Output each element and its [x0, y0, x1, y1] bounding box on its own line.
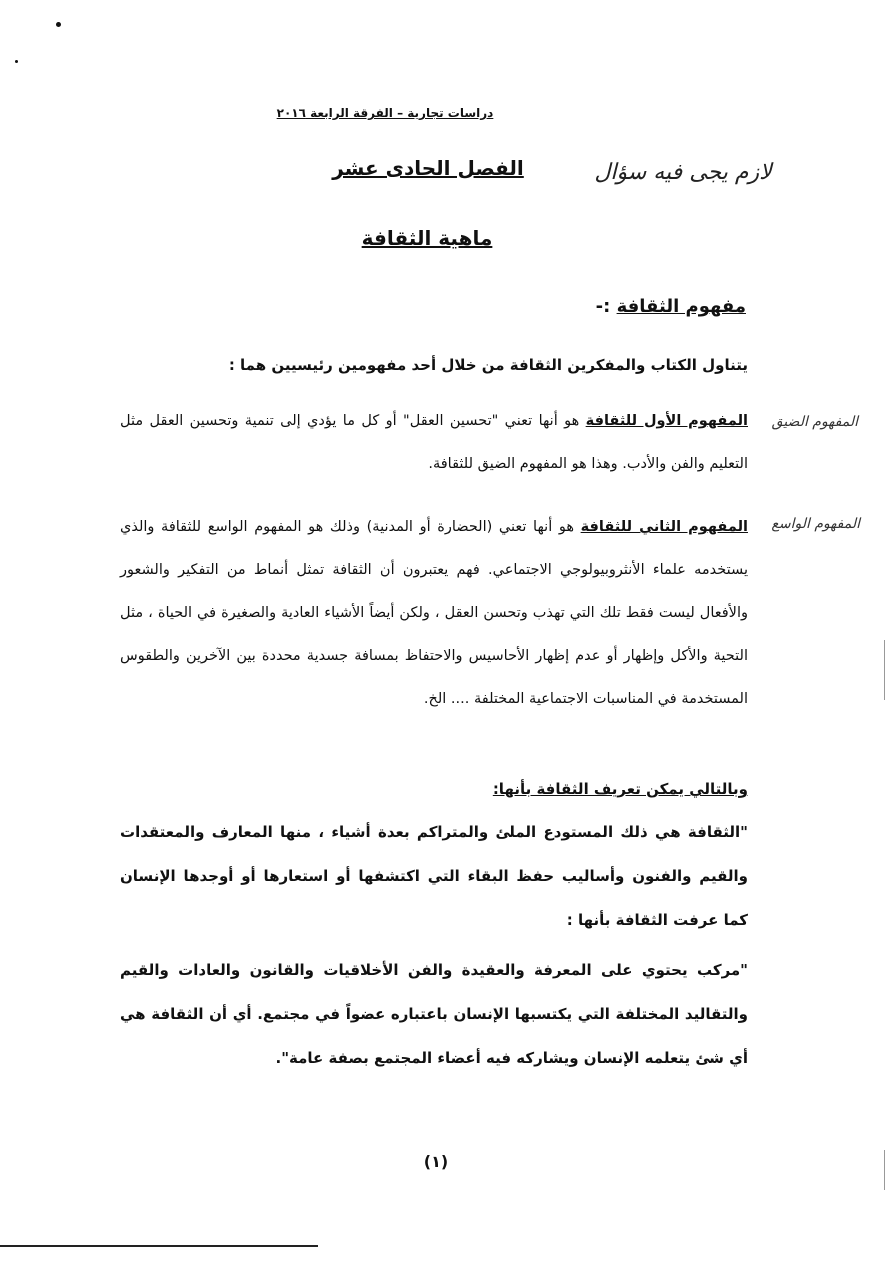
paragraph-first-concept: [120, 400, 748, 486]
concept-heading-suffix: :-: [595, 296, 617, 317]
margin-note-narrow: المفهوم الضيق: [771, 414, 858, 430]
second-concept-text: هو أنها تعني (الحضارة أو المدنية) وذلك هو المفهوم الواسع للثقافة والذي يستخدمه علماء الأنثروبيولوجي الاجتماعي. فهم يعتبرون أن الثقافة تمثل أنماط من التفكير والشعور والأفعال ليست فقط تلك التي تهذب وتحسن العقل ، ولكن أيضاً الأشياء العادية والصغيرة في الحياة ، مثل التحية والأكل وإظهار أو عدم إظهار الأحاسيس والاحتفاظ بمسافة جسدية محددة بين الآخرين والطقوس المستخدمة في المناسبات الاجتماعية المختلفة .... الخ.: [120, 519, 748, 707]
definition-heading: وبالتالي يمكن تعريف الثقافة بأنها:: [492, 780, 748, 798]
margin-note-broad: المفهوم الواسع: [771, 516, 860, 532]
concept-heading: [560, 296, 746, 317]
scan-speck: [56, 22, 61, 27]
scan-speck: [15, 60, 18, 63]
page-number: (١): [423, 1152, 449, 1171]
bottom-rule: [0, 1245, 318, 1247]
chapter-title: الفصل الحادى عشر: [332, 156, 524, 180]
definition-first: "الثقافة هي ذلك المستودع الملئ والمتراكم بعدة أشياء ، منها المعارف والمعتقدات والقيم والفنون وأساليب حفظ البقاء التي اكتشفها أو استعارها أو أوجدها الإنسان كما عرفت الثقافة بأنها :: [120, 823, 748, 929]
handwritten-note: لازم يجى فيه سؤال: [594, 160, 772, 185]
intro-line: يتناول الكتاب والمفكرين الثقافة من خلال أحد مفهومين رئيسيين هما :: [228, 356, 748, 374]
definition-second: "مركب يحتوي على المعرفة والعقيدة والفن الأخلاقيات والقانون والعادات والقيم والتقاليد المختلفة التي يكتسبها الإنسان باعتباره عضواً في مجتمع. أي أن الثقافة هي أي شئ يتعلمه الإنسان ويشاركه فيه أعضاء المجتمع بصفة عامة".: [120, 961, 748, 1067]
course-line: دراسات تجارية – الفرقة الرابعة ٢٠١٦: [276, 106, 494, 120]
scan-edge-mark: [884, 1150, 885, 1190]
paragraph-second-concept: [120, 506, 748, 721]
concept-heading-text: مفهوم الثقافة: [616, 296, 746, 317]
scan-edge-mark: [884, 640, 885, 700]
first-concept-lead: المفهوم الأول للثقافة: [585, 413, 748, 429]
second-concept-lead: المفهوم الثاني للثقافة: [580, 519, 748, 535]
first-concept-text: هو أنها تعني "تحسين العقل" أو كل ما يؤدي إلى تنمية وتحسين العقل مثل التعليم والفن والأدب. وهذا هو المفهوم الضيق للثقافة.: [120, 413, 748, 472]
section-title: ماهية الثقافة: [361, 226, 493, 250]
